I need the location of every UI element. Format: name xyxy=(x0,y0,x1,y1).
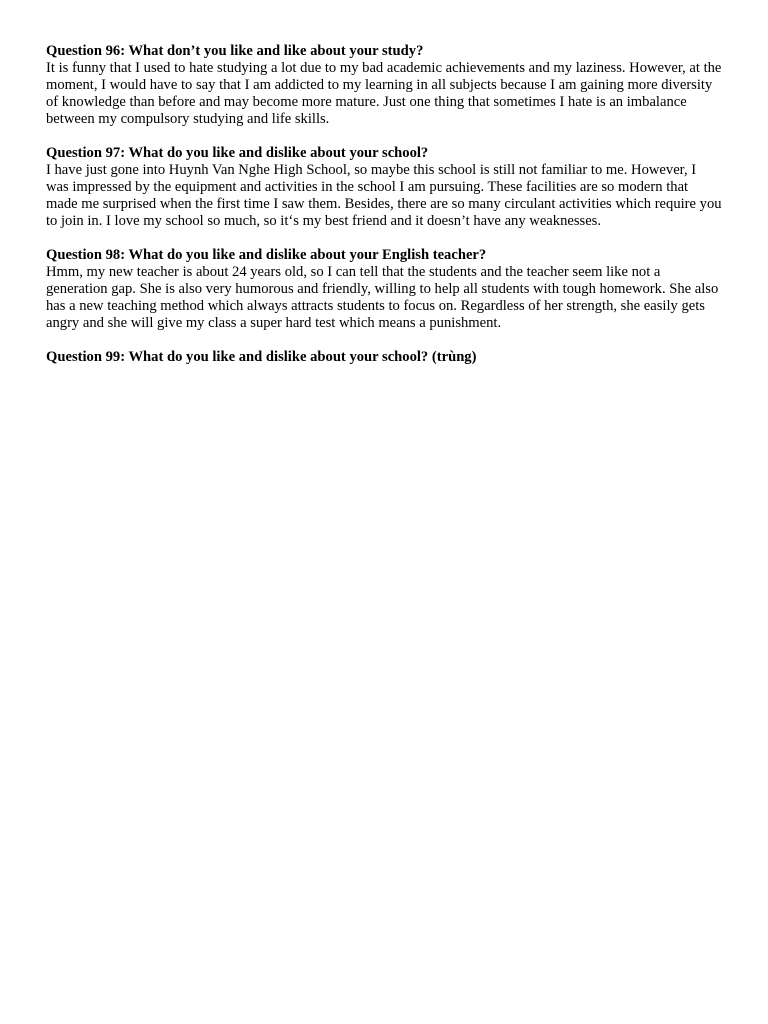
question-heading: Question 98: What do you like and dislike about your English teacher? xyxy=(46,247,487,263)
answer-paragraph: It is funny that I used to hate studying a lot due to my bad academic achievements and my laziness. However, at the moment, I would have to say that I am addicted to my learning in all subjects because I am gaining more diversity of knowledge than before and may become more mature. Just one thing that sometimes I hate is an imbalance between my compulsory studying and life skills. xyxy=(46,60,722,127)
answer-paragraph: I have just gone into Huynh Van Nghe High School, so maybe this school is still not familiar to me. However, I was impressed by the equipment and activities in the school I am pursuing. These facilities are so modern that made me surprised when the first time I saw them. Besides, there are so many circulant activities which require you to join in. I love my school so much, so it‘s my best friend and it doesn’t have any weaknesses. xyxy=(46,162,722,229)
answer-paragraph: Hmm, my new teacher is about 24 years old, so I can tell that the students and the teacher seem like not a generation gap. She is also very humorous and friendly, willing to help all students with tough homework. She also has a new teaching method which always attracts students to focus on. Regardless of her strength, she easily gets angry and she will give my class a super hard test which means a punishment. xyxy=(46,264,719,331)
qa-block xyxy=(46,43,722,128)
qa-block xyxy=(46,349,722,366)
question-heading: Question 96: What don’t you like and like about your study? xyxy=(46,43,424,59)
question-heading: Question 97: What do you like and dislike about your school? xyxy=(46,145,429,161)
qa-block xyxy=(46,145,722,230)
qa-block xyxy=(46,247,722,332)
question-heading: Question 99: What do you like and dislike about your school? (trùng) xyxy=(46,349,477,365)
document-page xyxy=(46,43,722,383)
